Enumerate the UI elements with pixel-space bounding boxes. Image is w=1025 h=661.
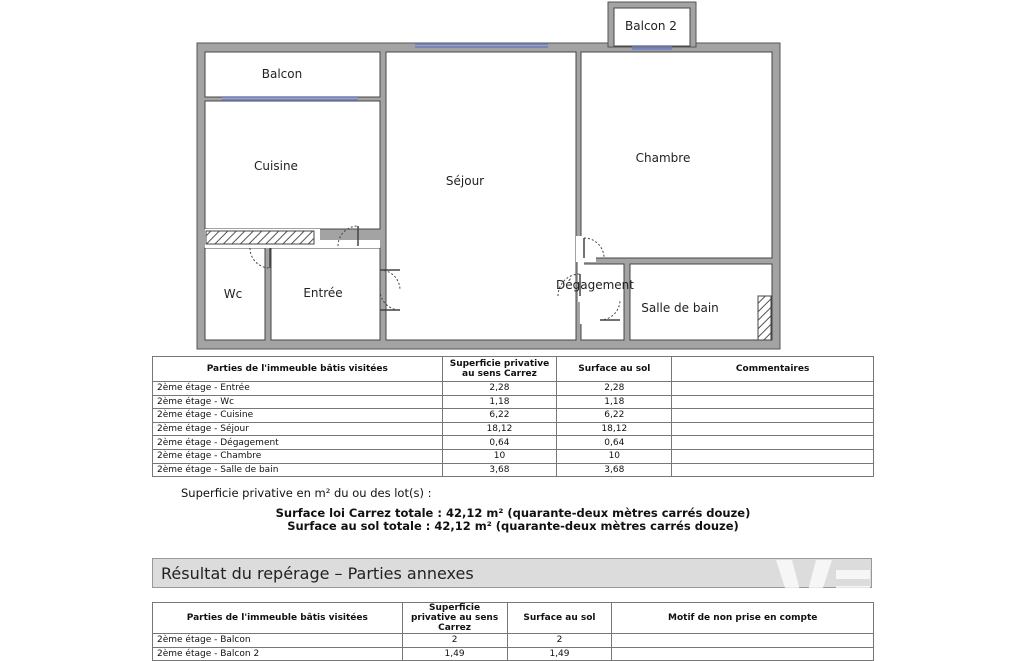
col-parties: Parties de l'immeuble bâtis visitées: [153, 603, 403, 634]
col-carrez: Superficie privative au sens Carrez: [402, 603, 507, 634]
cell-sol: 0,64: [557, 436, 672, 450]
label-balcon: Balcon: [261, 67, 303, 81]
cell-carrez: 1,49: [402, 647, 507, 661]
cell-carrez: 0,64: [442, 436, 557, 450]
table-row: [153, 422, 874, 436]
cell-carrez: 18,12: [442, 422, 557, 436]
table-row: [153, 449, 874, 463]
label-salle-de-bain: Salle de bain: [641, 301, 719, 315]
table-row: [153, 436, 874, 450]
table-row: [153, 382, 874, 396]
table-row: [153, 647, 874, 661]
superficie-note: Superficie privative en m² du ou des lot(s) :: [181, 486, 432, 500]
cell-sol: 18,12: [557, 422, 672, 436]
cell-comment: [672, 382, 874, 396]
col-surface-sol: Surface au sol: [557, 357, 672, 382]
cell-carrez: 1,18: [442, 395, 557, 409]
cell-sol: 2,28: [557, 382, 672, 396]
cell-comment: [672, 449, 874, 463]
table-row: [153, 463, 874, 477]
cell-part: 2ème étage - Chambre: [153, 449, 443, 463]
cell-part: 2ème étage - Séjour: [153, 422, 443, 436]
label-balcon-2: Balcon 2: [625, 19, 677, 33]
label-wc: Wc: [223, 287, 243, 301]
label-sejour: Séjour: [445, 174, 485, 188]
cell-carrez: 6,22: [442, 409, 557, 423]
label-degagement: Dégagement: [556, 278, 634, 292]
cell-part: 2ème étage - Balcon: [153, 634, 403, 648]
table-row: [153, 395, 874, 409]
cell-part: 2ème étage - Salle de bain: [153, 463, 443, 477]
cell-comment: [672, 422, 874, 436]
col-commentaires: Commentaires: [672, 357, 874, 382]
cell-part: 2ème étage - Entrée: [153, 382, 443, 396]
cell-comment: [672, 436, 874, 450]
section-title: Résultat du repérage – Parties annexes: [152, 558, 872, 588]
cell-carrez: 10: [442, 449, 557, 463]
cell-carrez: 3,68: [442, 463, 557, 477]
bathroom-duct: [758, 296, 771, 340]
label-chambre: Chambre: [635, 151, 691, 165]
cell-motif: [612, 647, 874, 661]
cell-part: 2ème étage - Balcon 2: [153, 647, 403, 661]
cell-comment: [672, 463, 874, 477]
col-surface-sol: Surface au sol: [507, 603, 612, 634]
col-carrez: Superficie privative au sens Carrez: [442, 357, 557, 382]
cell-comment: [672, 409, 874, 423]
cell-motif: [612, 634, 874, 648]
cell-part: 2ème étage - Wc: [153, 395, 443, 409]
cell-part: 2ème étage - Dégagement: [153, 436, 443, 450]
col-motif: Motif de non prise en compte: [612, 603, 874, 634]
cell-sol: 3,68: [557, 463, 672, 477]
cell-part: 2ème étage - Cuisine: [153, 409, 443, 423]
col-parties: Parties de l'immeuble bâtis visitées: [153, 357, 443, 382]
total-carrez: Surface loi Carrez totale : 42,12 m² (quarante-deux mètres carrés douze): [275, 506, 751, 520]
cell-sol: 1,49: [507, 647, 612, 661]
cell-sol: 6,22: [557, 409, 672, 423]
cell-carrez: 2: [402, 634, 507, 648]
cell-sol: 2: [507, 634, 612, 648]
cell-sol: 10: [557, 449, 672, 463]
table-row: [153, 634, 874, 648]
label-cuisine: Cuisine: [254, 159, 298, 173]
total-sol: Surface au sol totale : 42,12 m² (quarante-deux mètres carrés douze): [287, 519, 739, 533]
surfaces-table: [152, 356, 874, 477]
annexes-table: [152, 602, 874, 661]
cell-carrez: 2,28: [442, 382, 557, 396]
label-entree: Entrée: [303, 286, 343, 300]
totals-block: [152, 507, 874, 533]
cell-sol: 1,18: [557, 395, 672, 409]
room-sejour: [386, 52, 576, 340]
table-row: [153, 409, 874, 423]
cell-comment: [672, 395, 874, 409]
kitchen-duct: [206, 231, 314, 244]
